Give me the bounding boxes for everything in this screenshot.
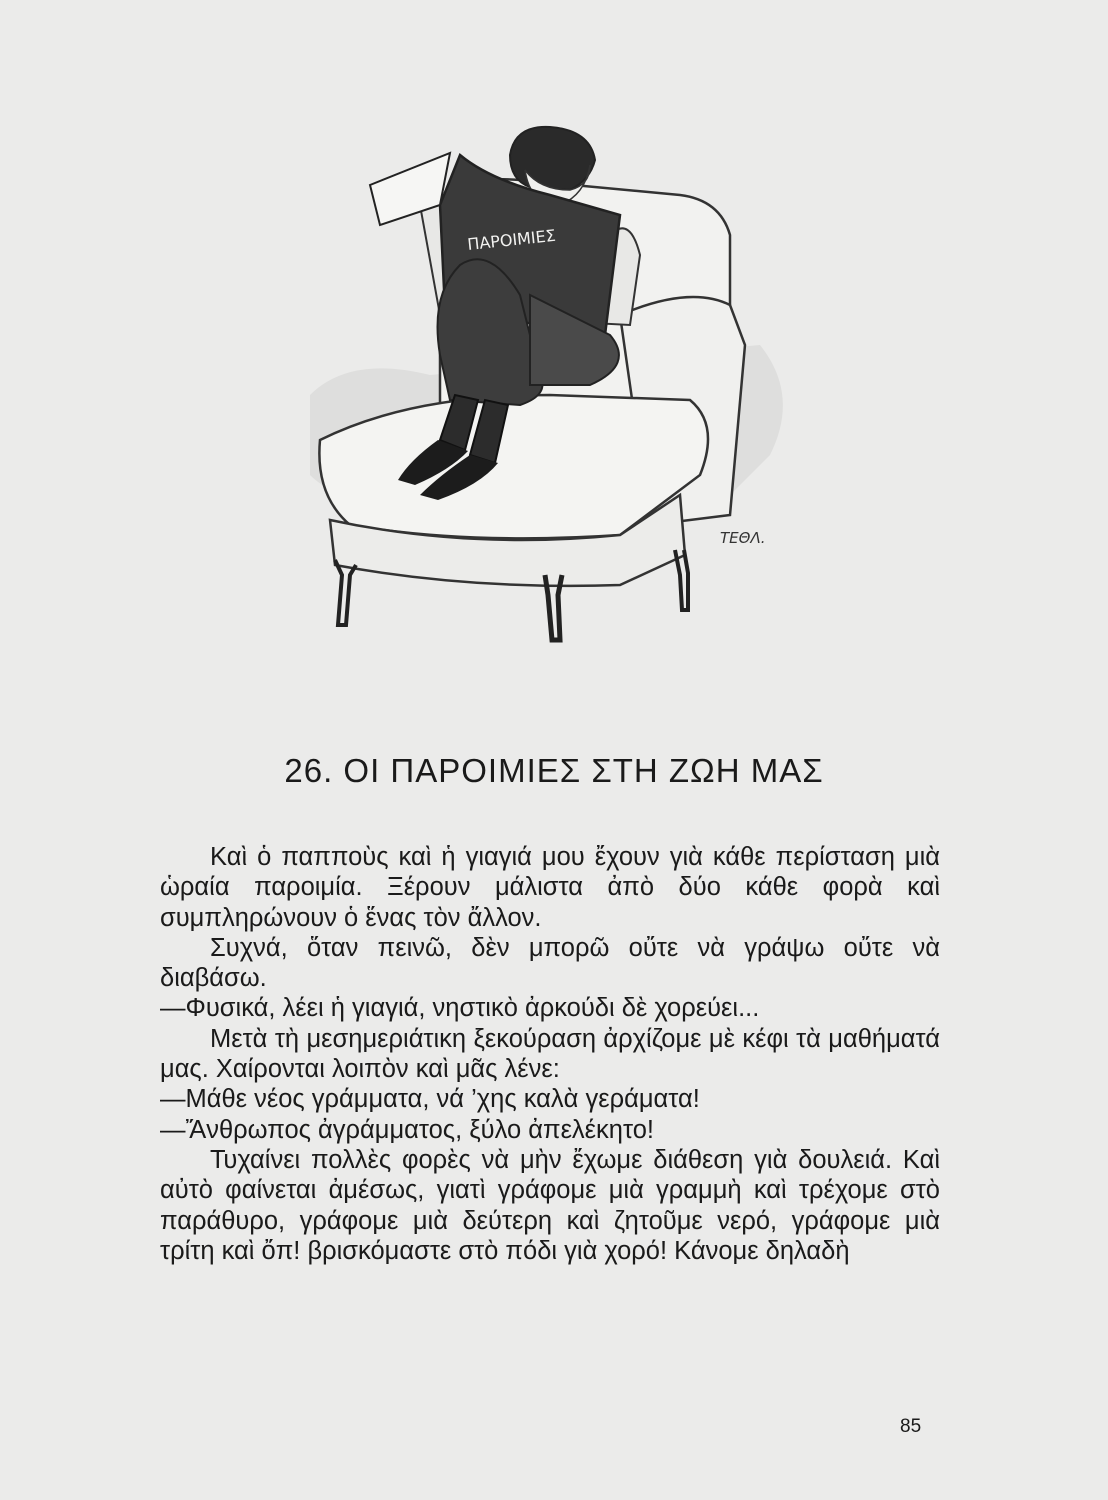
boy-reading-in-armchair-icon bbox=[290, 95, 810, 655]
book-title-text: ΠΑΡΟΙΜΙΕΣ bbox=[466, 225, 557, 254]
dialogue-line: —Μάθε νέος γράμματα, νά ’χης καλὰ γεράματα! bbox=[160, 1085, 700, 1114]
illustration-signature: ΤΕΘΛ. bbox=[720, 529, 766, 547]
chapter-body bbox=[160, 842, 940, 1266]
page-number: 85 bbox=[900, 1416, 922, 1437]
dialogue-line: —Ἄνθρωπος ἀγράμματος, ξύλο ἀπελέκητο! bbox=[160, 1115, 654, 1144]
paragraph: Καὶ ὁ παπποὺς καὶ ἡ γιαγιά μου ἔχουν γιὰ κάθε περίσταση μιὰ ὡραία παροιμία. Ξέρουν μάλιστα ἀπὸ δύο κάθε φορὰ καὶ συμπληρώνουν ὁ ἕνας τὸν ἄλλον. bbox=[160, 843, 940, 932]
dialogue-line: —Φυσικά, λέει ἡ γιαγιά, νηστικὸ ἀρκούδι δὲ χορεύει... bbox=[160, 994, 760, 1023]
chapter-title: 26. ΟΙ ΠΑΡΟΙΜΙΕΣ ΣΤΗ ΖΩΗ ΜΑΣ bbox=[284, 752, 824, 789]
paragraph: Μετὰ τὴ μεσημεριάτικη ξεκούραση ἀρχίζομε μὲ κέφι τὰ μαθήματά μας. Χαίρονται λοιπὸν καὶ μᾶς λένε: bbox=[160, 1024, 940, 1084]
paragraph: Τυχαίνει πολλὲς φορὲς νὰ μὴν ἔχωμε διάθεση γιὰ δουλειά. Καὶ αὐτὸ φαίνεται ἀμέσως, γιατὶ γράφομε μιὰ γραμμὴ καὶ τρέχομε στὸ παράθυρο, γράφομε μιὰ δεύτερη καὶ ζητοῦμε νερό, γράφομε μιὰ τρίτη καὶ ὄπ! βρισκόμαστε στὸ πόδι γιὰ χορό! Κάνομε δηλαδὴ bbox=[160, 1145, 940, 1265]
paragraph: Συχνά, ὅταν πεινῶ, δὲν μπορῶ οὔτε νὰ γράψω οὔτε νὰ διαβάσω. bbox=[160, 933, 940, 993]
